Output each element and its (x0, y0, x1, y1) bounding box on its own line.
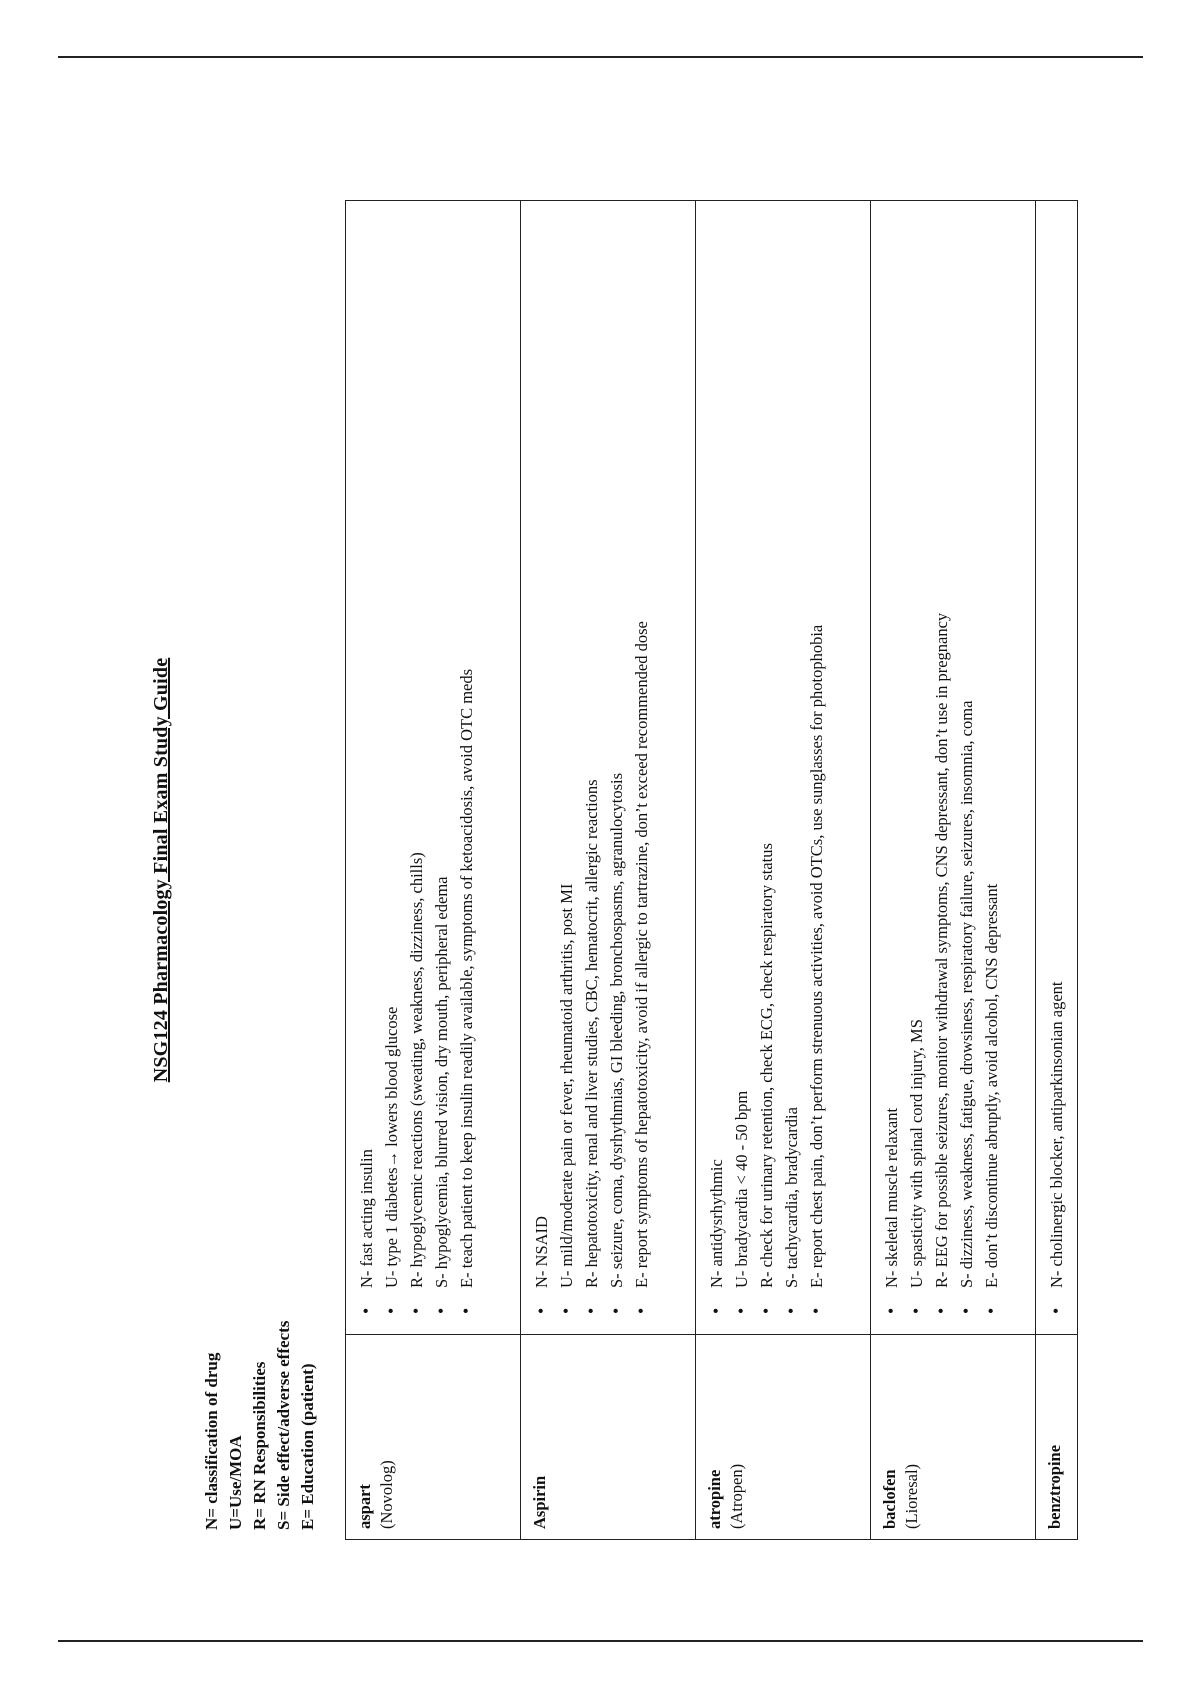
drug-name-cell (346, 1335, 521, 1540)
table-row (871, 201, 1036, 1540)
drug-details-cell (871, 201, 1036, 1335)
drug-name-cell (1036, 1335, 1078, 1540)
list-item: • U- mild/moderate pain or fever, rheumatoid arthritis, post MI (554, 211, 579, 1314)
list-item: • E- teach patient to keep insulin readily available, symptoms of ketoacidosis, avoid OTC meds (454, 211, 479, 1314)
drug-details-cell (346, 201, 521, 1335)
list-item: • N- fast acting insulin (354, 211, 379, 1314)
drug-brand: (Lioresal) (902, 1463, 921, 1529)
list-item: • N- skeletal muscle relaxant (879, 211, 904, 1314)
drug-name: baclofen (880, 1469, 899, 1529)
table-row (346, 201, 521, 1540)
drug-name: benztropine (1045, 1444, 1064, 1529)
list-item: • U- bradycardia < 40 - 50 bpm (729, 211, 754, 1314)
list-item: • U- type 1 diabetes→ lowers blood glucose (379, 211, 404, 1314)
drug-name-cell (696, 1335, 871, 1540)
legend-item: U=Use/MOA (226, 1435, 245, 1530)
list-item: • N- NSAID (529, 211, 554, 1314)
list-item: • S- dizziness, weakness, fatigue, drowsiness, respiratory failure, seizures, insomnia, coma (954, 211, 979, 1314)
drug-name-cell (871, 1335, 1036, 1540)
drug-name: Aspirin (530, 1475, 549, 1529)
list-item: • E- report symptoms of hepatotoxicity, avoid if allergic to tartrazine, don’t exceed recommended dose (629, 211, 654, 1314)
list-item: • N- cholinergic blocker, antiparkinsonian agent (1044, 211, 1069, 1314)
list-item: • R- hypoglycemic reactions (sweating, weakness, dizziness, chills) (404, 211, 429, 1314)
list-item: • R- EEG for possible seizures, monitor withdrawal symptoms, CNS depressant, don’t use in pregnancy (929, 211, 954, 1314)
drug-details-cell (696, 201, 871, 1335)
drug-name-cell (521, 1335, 696, 1540)
drug-name: atropine (705, 1469, 724, 1529)
list-item: • E- report chest pain, don’t perform strenuous activities, avoid OTCs, use sunglasses for photophobia (804, 211, 829, 1314)
table-row (521, 201, 696, 1540)
footer-rule (58, 1640, 1143, 1642)
rotated-page (150, 180, 1085, 1560)
drug-details-cell (1036, 201, 1078, 1335)
list-item: • S- hypoglycemia, blurred vision, dry mouth, peripheral edema (429, 211, 454, 1314)
legend-item: R= RN Responsibilities (250, 1361, 269, 1530)
legend (200, 1321, 320, 1530)
document-title: NSG124 Pharmacology Final Exam Study Guide (150, 657, 172, 1083)
list-item: • S- seizure, coma, dysrhythmias, GI bleeding, bronchospasms, agranulocytosis (604, 211, 629, 1314)
drug-brand: (Novolog) (377, 1460, 396, 1529)
list-item: • E- don’t discontinue abruptly, avoid alcohol, CNS depressant (979, 211, 1004, 1314)
table-row (696, 201, 871, 1540)
list-item: • U- spasticity with spinal cord injury, MS (904, 211, 929, 1314)
drug-brand: (Atropen) (727, 1463, 746, 1529)
header-rule (58, 56, 1143, 58)
legend-item: N= classification of drug (202, 1352, 221, 1530)
drug-name: aspart (355, 1484, 374, 1529)
drug-details-cell (521, 201, 696, 1335)
drug-table (345, 200, 1078, 1540)
list-item: • R- hepatotoxicity, renal and liver studies, CBC, hematocrit, allergic reactions (579, 211, 604, 1314)
legend-item: S= Side effect/adverse effects (274, 1320, 293, 1530)
table-row (1036, 201, 1078, 1540)
legend-item: E= Education (patient) (298, 1363, 317, 1530)
list-item: • S- tachycardia, bradycardia (779, 211, 804, 1314)
list-item: • N- antidysrhythmic (704, 211, 729, 1314)
list-item: • R- check for urinary retention, check ECG, check respiratory status (754, 211, 779, 1314)
